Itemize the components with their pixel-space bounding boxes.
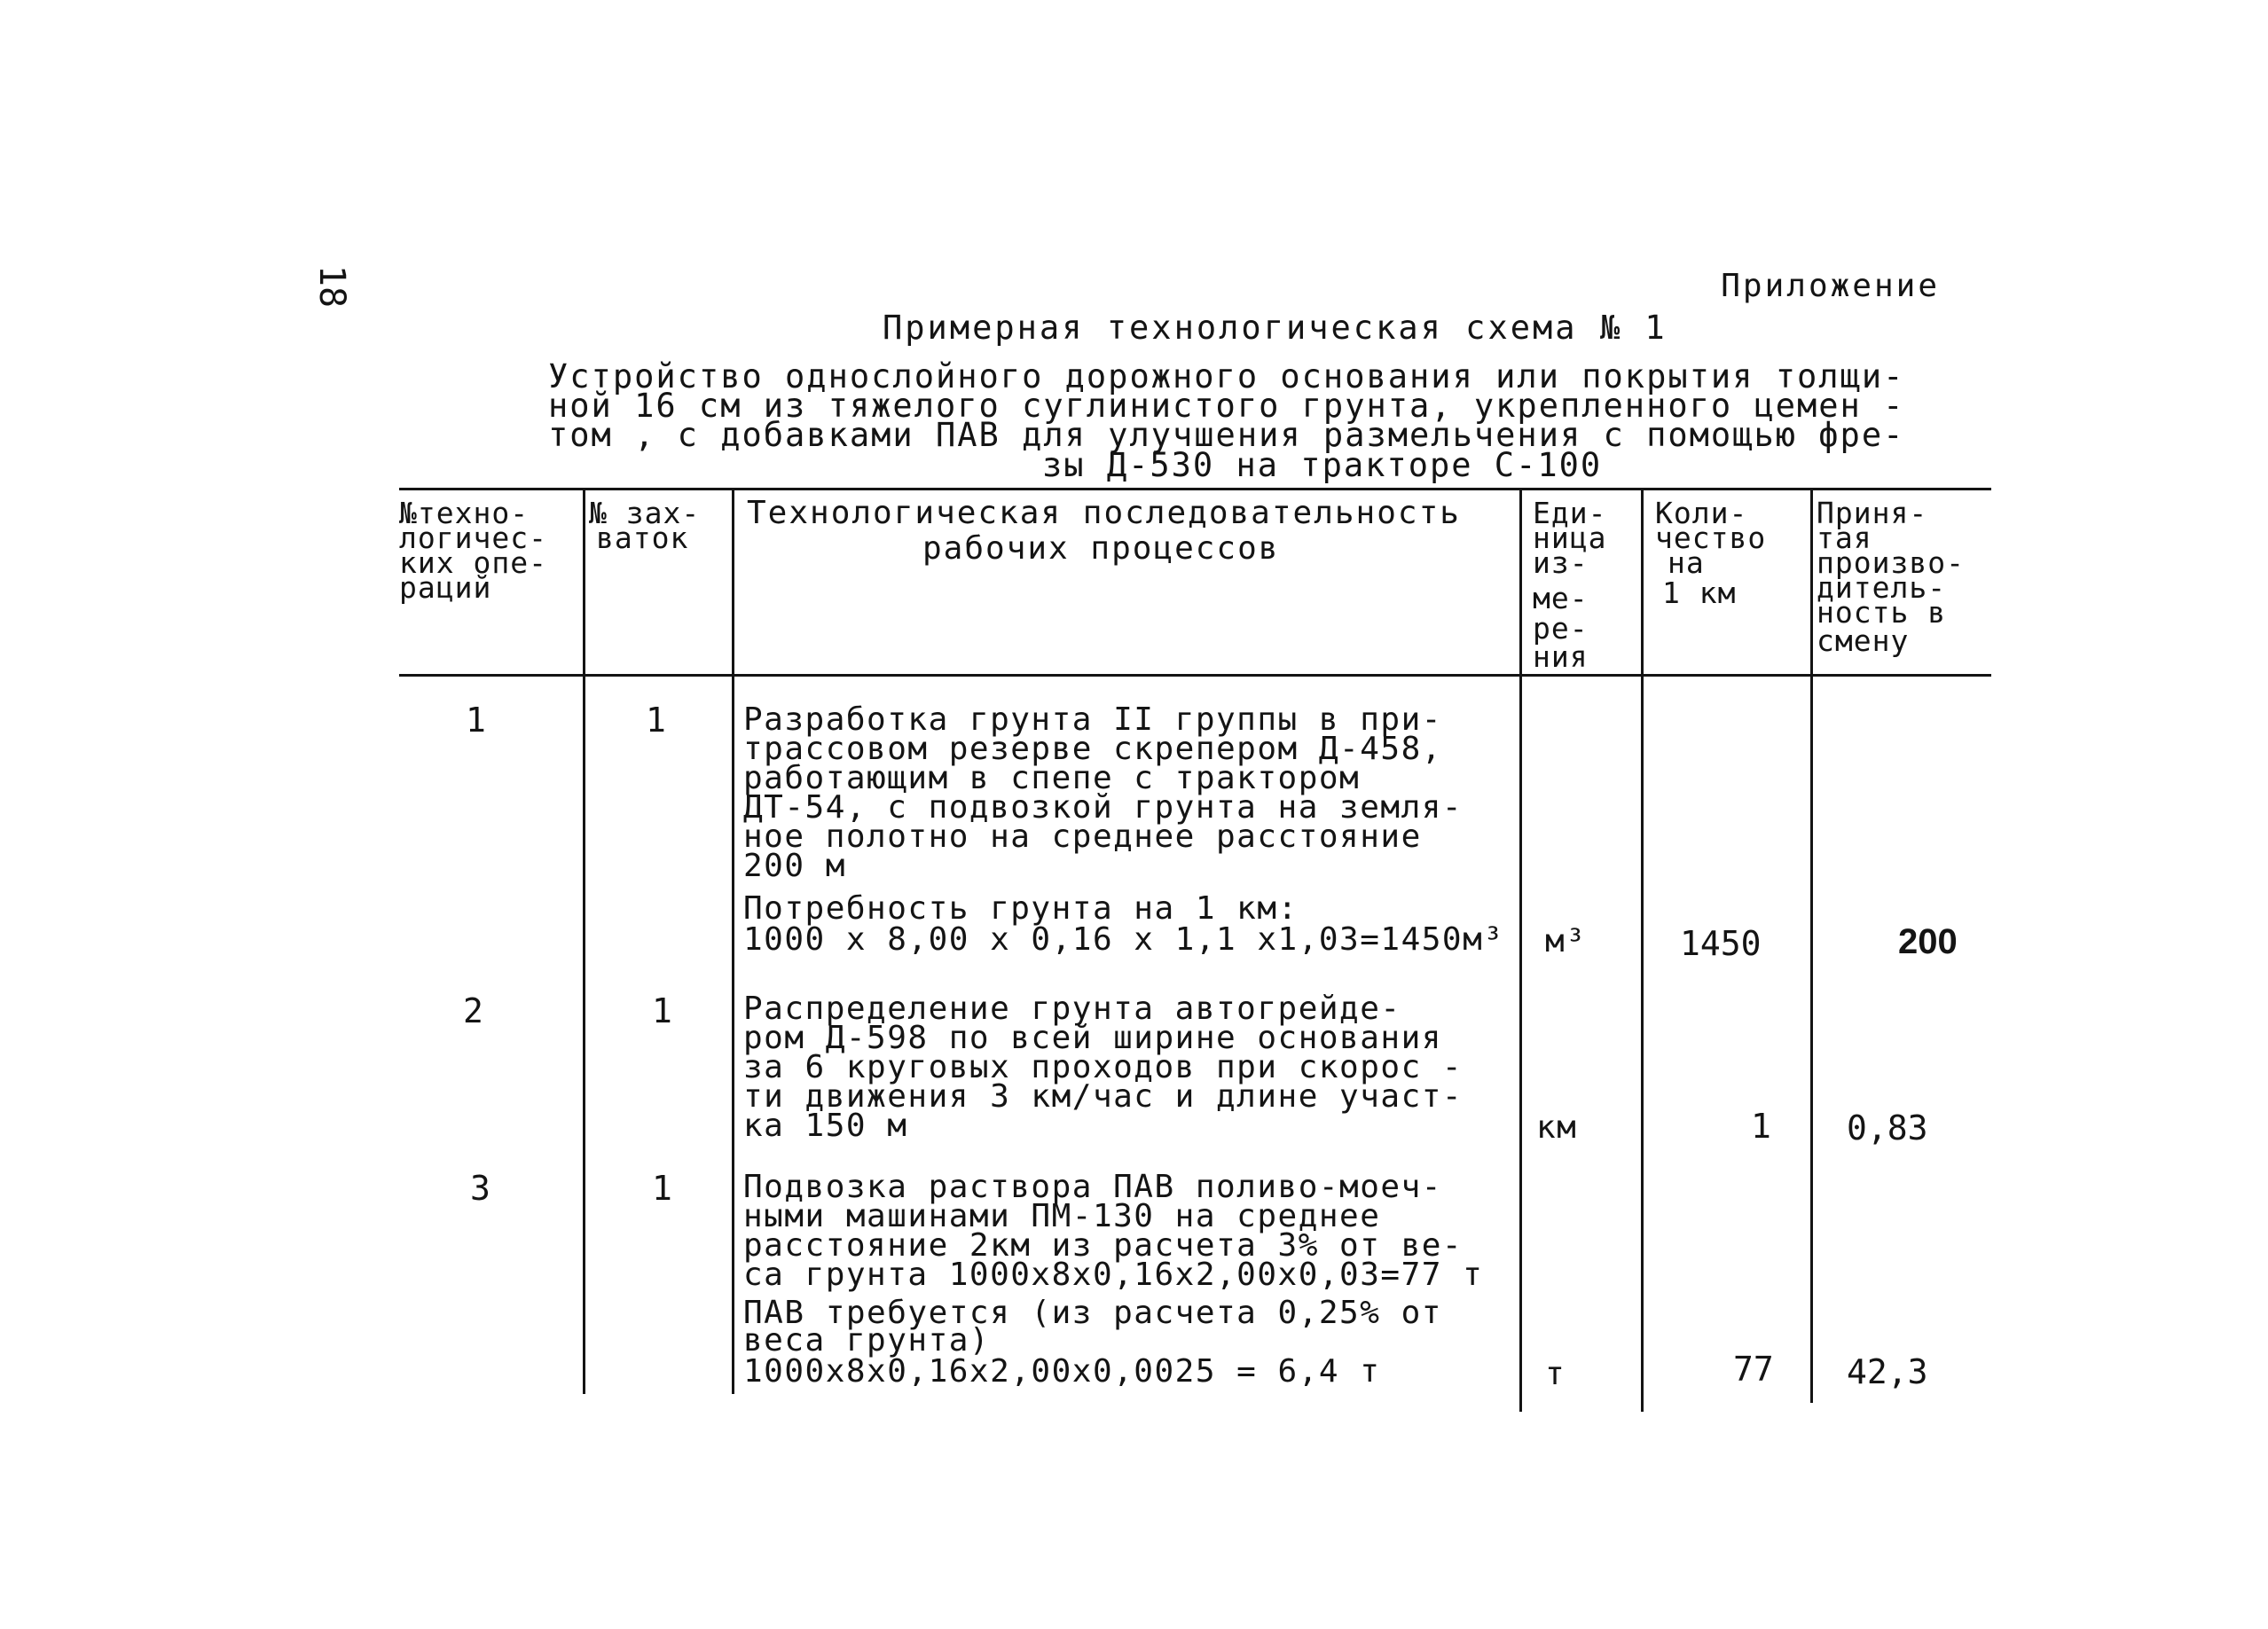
row3-text-line-3: расстояние 2км из расчета 3% от ве- (743, 1227, 1464, 1264)
row1-text-line-6: 200 м (743, 848, 846, 884)
header-sequence-line-2: рабочих процессов (922, 530, 1280, 567)
row3-text-line-1: Подвозка раствора ПАВ поливо-моеч- (743, 1169, 1442, 1205)
header-productivity-line-6: смену (1817, 623, 1910, 658)
header-quantity-line-4: 1 км (1662, 576, 1737, 610)
header-unit-line-5: ре- (1533, 611, 1589, 646)
header-quantity-line-1: Коли- (1655, 496, 1748, 530)
row3-extra-line-2: веса грунта) (743, 1322, 991, 1359)
header-op-line-3: ких опе- (399, 545, 547, 580)
heading-line-3: том , с добавками ПАВ для улучшения размельчения с помощью фре- (548, 416, 1905, 454)
header-zahvatok-line-1: № зах- (589, 496, 701, 530)
header-unit-line-1: Еди- (1533, 496, 1607, 530)
row1-quantity: 1450 (1680, 924, 1762, 963)
row3-extra-line-1: ПАВ требуется (из расчета 0,25% от (743, 1295, 1442, 1331)
header-productivity-line-3: произво- (1817, 545, 1965, 580)
scheme-title: Примерная технологическая схема № 1 (883, 309, 1668, 347)
row3-op: 3 (470, 1169, 490, 1208)
row3-text-line-2: ными машинами ПМ-130 на среднее (743, 1198, 1381, 1234)
heading-line-1: Устройство однослойного дорожного основания или покрытия толщи- (548, 357, 1905, 396)
row2-text-line-2: ром Д-598 по всей ширине основания (743, 1020, 1442, 1056)
row1-extra-line-1: Потребность грунта на 1 км: (743, 890, 1299, 927)
row1-productivity: 200 (1898, 922, 1958, 961)
col-divider-3 (1519, 489, 1522, 1412)
appendix-label: Приложение (1721, 268, 1940, 304)
header-unit-line-3: из- (1533, 545, 1589, 580)
col-divider-2 (732, 489, 734, 1394)
header-bottom-rule (399, 674, 1991, 677)
row3-unit: т (1545, 1356, 1566, 1392)
row1-op: 1 (466, 701, 486, 740)
row1-extra-line-2: 1000 х 8,00 х 0,16 х 1,1 х1,03=1450м³ (743, 921, 1504, 958)
table-top-rule (399, 488, 1991, 490)
row1-zahvatok: 1 (646, 701, 666, 740)
page-number: 18 (311, 264, 353, 309)
header-op-line-4: раций (399, 570, 492, 605)
row2-text-line-1: Распределение грунта автогрейде- (743, 991, 1401, 1027)
header-unit-line-2: ница (1533, 521, 1607, 555)
row1-unit: м³ (1545, 923, 1587, 959)
row3-zahvatok: 1 (652, 1169, 672, 1208)
row1-text-line-5: ное полотно на среднее расстояние (743, 818, 1422, 855)
header-zahvatok-line-2: ваток (596, 521, 689, 555)
row2-text-line-4: ти движения 3 км/час и длине участ- (743, 1078, 1464, 1115)
header-quantity-line-3: на (1668, 545, 1705, 580)
header-unit-line-4: ме- (1533, 581, 1589, 615)
header-productivity-line-1: Приня- (1817, 496, 1928, 530)
header-op-line-1: №техно- (399, 496, 530, 530)
row1-text-line-4: ДТ-54, с подвозкой грунта на земля- (743, 789, 1464, 826)
header-unit-line-6: ния (1533, 639, 1589, 674)
row2-zahvatok: 1 (652, 991, 672, 1030)
col-divider-1 (583, 489, 585, 1394)
row2-text-line-5: ка 150 м (743, 1108, 908, 1144)
heading-line-2: ной 16 см из тяжелого суглинистого грунта, укрепленного цемен - (548, 387, 1905, 425)
row2-quantity: 1 (1751, 1107, 1771, 1146)
heading-line-4: зы Д-530 на тракторе С-100 (1042, 446, 1603, 484)
row1-text-line-2: трассовом резерве скрепером Д-458, (743, 731, 1442, 767)
row2-text-line-3: за 6 круговых проходов при скорос - (743, 1049, 1464, 1085)
row3-extra-line-3: 1000х8х0,16х2,00х0,0025 = 6,4 т (743, 1353, 1381, 1390)
row2-productivity: 0,83 (1847, 1108, 1928, 1147)
header-productivity-line-4: дитель- (1817, 570, 1947, 605)
row1-text-line-3: работающим в спепе с трактором (743, 760, 1361, 796)
col-divider-5 (1810, 489, 1813, 1403)
header-quantity-line-2: чество (1655, 521, 1767, 555)
row3-quantity: 77 (1733, 1350, 1774, 1389)
header-productivity-line-2: тая (1817, 521, 1872, 555)
row2-unit: км (1536, 1109, 1578, 1146)
col-divider-4 (1641, 489, 1644, 1412)
header-sequence-line-1: Технологическая последовательность (747, 495, 1461, 531)
header-productivity-line-5: ность в (1817, 595, 1947, 630)
header-op-line-2: логичес- (399, 521, 547, 555)
row3-productivity: 42,3 (1847, 1352, 1928, 1391)
row1-text-line-1: Разработка грунта II группы в при- (743, 701, 1442, 738)
row3-text-line-4: са грунта 1000х8х0,16х2,00х0,03=77 т (743, 1257, 1484, 1293)
row2-op: 2 (463, 991, 483, 1030)
